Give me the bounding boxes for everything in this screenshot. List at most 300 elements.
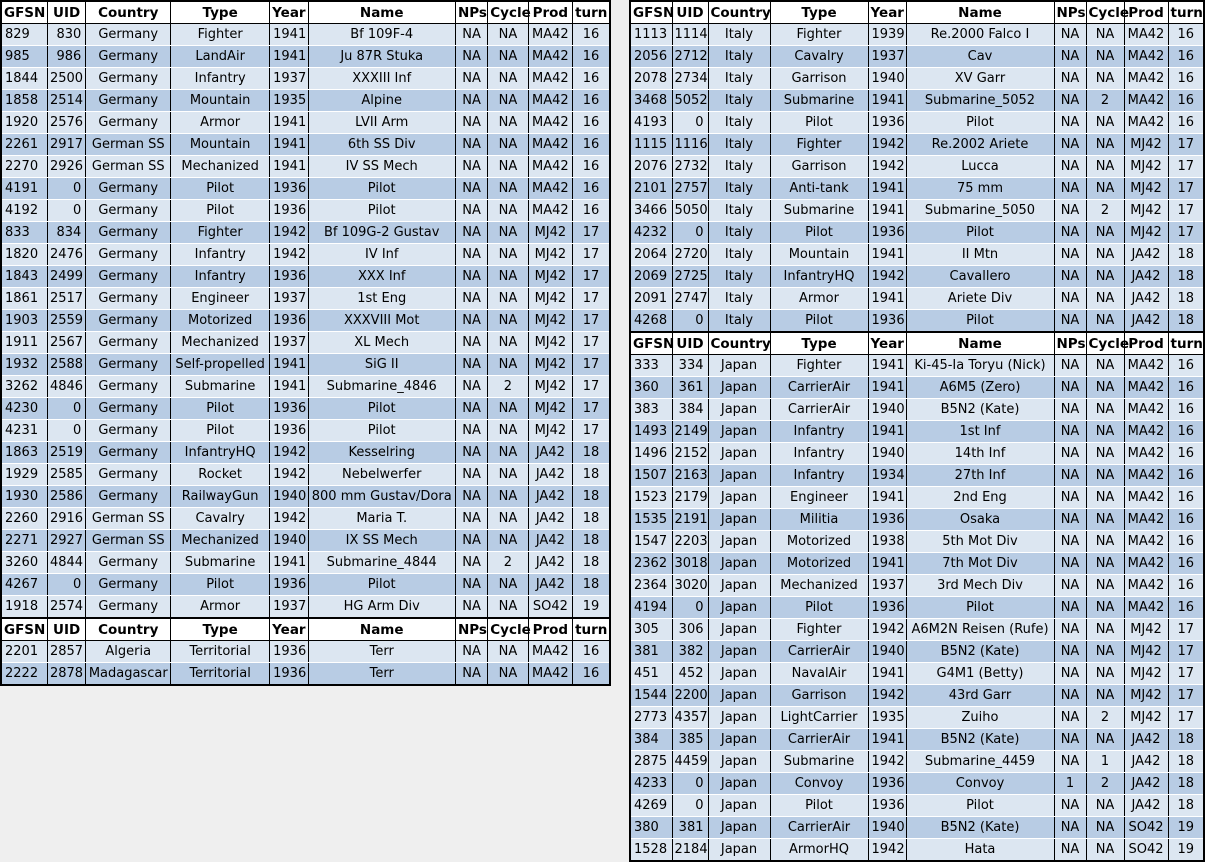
cell-gfsn: 1507	[630, 465, 672, 487]
cell-cycle: NA	[1086, 553, 1124, 575]
cell-country: Germany	[86, 552, 171, 574]
cell-nps: NA	[1054, 839, 1086, 862]
cell-nps: NA	[455, 442, 487, 464]
cell-nps: NA	[1054, 421, 1086, 443]
cell-nps: NA	[1054, 68, 1086, 90]
cell-nps: NA	[1054, 266, 1086, 288]
table-row	[630, 707, 1204, 729]
table-row	[630, 244, 1204, 266]
cell-type: Infantry	[770, 443, 868, 465]
table-row	[1, 68, 610, 90]
table-row	[1, 354, 610, 376]
cell-type: Submarine	[171, 552, 270, 574]
column-header-turn: turn	[1168, 1, 1204, 24]
cell-nps: NA	[1054, 310, 1086, 333]
japan-rows	[630, 355, 1204, 862]
cell-uid: 2712	[672, 46, 708, 68]
cell-year: 1941	[868, 178, 906, 200]
cell-prod: JA42	[528, 574, 572, 596]
cell-nps: NA	[455, 90, 487, 112]
column-header-name: Name	[308, 1, 455, 24]
table-row	[1, 442, 610, 464]
cell-country: Italy	[708, 68, 770, 90]
cell-gfsn: 1528	[630, 839, 672, 862]
table-row	[1, 112, 610, 134]
cell-country: Japan	[708, 817, 770, 839]
cell-turn: 16	[1168, 46, 1204, 68]
cell-turn: 17	[573, 398, 610, 420]
cell-gfsn: 2364	[630, 575, 672, 597]
cell-nps: NA	[1054, 222, 1086, 244]
cell-year: 1942	[868, 751, 906, 773]
cell-prod: SO42	[1124, 817, 1168, 839]
cell-type: Submarine	[171, 376, 270, 398]
cell-prod: MA42	[1124, 465, 1168, 487]
cell-uid: 381	[672, 817, 708, 839]
cell-name: Zuiho	[906, 707, 1054, 729]
table-row	[630, 773, 1204, 795]
cell-turn: 19	[1168, 817, 1204, 839]
cell-country: Japan	[708, 795, 770, 817]
cell-uid: 2191	[672, 509, 708, 531]
cell-uid: 2184	[672, 839, 708, 862]
cell-type: Mechanized	[770, 575, 868, 597]
cell-turn: 18	[1168, 751, 1204, 773]
cell-cycle: NA	[488, 310, 528, 332]
table-row	[630, 817, 1204, 839]
cell-nps: NA	[1054, 575, 1086, 597]
cell-uid: 0	[672, 112, 708, 134]
cell-type: Convoy	[770, 773, 868, 795]
cell-nps: NA	[455, 24, 487, 46]
cell-type: Garrison	[770, 685, 868, 707]
table-row	[630, 553, 1204, 575]
column-header-year: Year	[868, 332, 906, 355]
cell-country: Japan	[708, 619, 770, 641]
cell-country: Japan	[708, 443, 770, 465]
cell-cycle: NA	[488, 288, 528, 310]
cell-uid: 2747	[672, 288, 708, 310]
table-row	[630, 663, 1204, 685]
cell-type: Pilot	[770, 112, 868, 134]
cell-uid: 2200	[672, 685, 708, 707]
cell-nps: NA	[455, 156, 487, 178]
cell-gfsn: 2069	[630, 266, 672, 288]
cell-gfsn: 2056	[630, 46, 672, 68]
cell-country: Japan	[708, 685, 770, 707]
cell-uid: 834	[47, 222, 85, 244]
cell-turn: 16	[573, 178, 610, 200]
cell-prod: MA42	[528, 178, 572, 200]
cell-name: Pilot	[906, 310, 1054, 333]
cell-name: 14th Inf	[906, 443, 1054, 465]
cell-cycle: NA	[488, 530, 528, 552]
cell-prod: MJ42	[1124, 685, 1168, 707]
cell-gfsn: 1493	[630, 421, 672, 443]
cell-year: 1935	[270, 90, 308, 112]
cell-cycle: NA	[488, 574, 528, 596]
cell-name: B5N2 (Kate)	[906, 641, 1054, 663]
cell-cycle: NA	[488, 464, 528, 486]
cell-nps: NA	[455, 178, 487, 200]
cell-prod: JA42	[1124, 729, 1168, 751]
cell-nps: NA	[455, 222, 487, 244]
cell-country: Germany	[86, 596, 171, 619]
column-header-type: Type	[770, 332, 868, 355]
cell-cycle: NA	[488, 420, 528, 442]
cell-uid: 2585	[47, 464, 85, 486]
cell-cycle: NA	[488, 398, 528, 420]
cell-nps: NA	[455, 68, 487, 90]
cell-gfsn: 1929	[1, 464, 47, 486]
cell-country: Germany	[86, 222, 171, 244]
cell-nps: NA	[1054, 90, 1086, 112]
cell-uid: 4459	[672, 751, 708, 773]
cell-nps: NA	[1054, 134, 1086, 156]
cell-nps: NA	[455, 134, 487, 156]
cell-name: Pilot	[308, 420, 455, 442]
cell-name: Pilot	[906, 597, 1054, 619]
cell-year: 1942	[868, 685, 906, 707]
cell-name: Hata	[906, 839, 1054, 862]
cell-turn: 16	[1168, 399, 1204, 421]
cell-nps: NA	[1054, 24, 1086, 46]
cell-uid: 382	[672, 641, 708, 663]
cell-cycle: NA	[1086, 310, 1124, 333]
cell-name: 7th Mot Div	[906, 553, 1054, 575]
cell-uid: 2149	[672, 421, 708, 443]
column-header-country: Country	[708, 1, 770, 24]
cell-type: Submarine	[770, 200, 868, 222]
cell-turn: 16	[1168, 355, 1204, 377]
table-row	[1, 46, 610, 68]
cell-prod: MJ42	[1124, 641, 1168, 663]
cell-nps: NA	[1054, 663, 1086, 685]
cell-name: Re.2000 Falco I	[906, 24, 1054, 46]
cell-turn: 16	[1168, 421, 1204, 443]
column-header-year: Year	[868, 1, 906, 24]
cell-turn: 17	[573, 288, 610, 310]
cell-nps: NA	[1054, 200, 1086, 222]
column-header-nps: NPs	[455, 1, 487, 24]
cell-year: 1936	[868, 795, 906, 817]
cell-type: Territorial	[171, 641, 270, 663]
cell-name: Pilot	[906, 222, 1054, 244]
cell-year: 1941	[868, 377, 906, 399]
cell-uid: 2586	[47, 486, 85, 508]
cell-country: Italy	[708, 200, 770, 222]
column-header-turn: turn	[573, 618, 610, 641]
column-header-uid: UID	[672, 332, 708, 355]
table-row	[1, 486, 610, 508]
cell-uid: 3020	[672, 575, 708, 597]
cell-uid: 0	[672, 310, 708, 333]
column-header-cycle: Cycle	[488, 1, 528, 24]
cell-name: XXX Inf	[308, 266, 455, 288]
cell-type: CarrierAir	[770, 399, 868, 421]
cell-year: 1940	[868, 817, 906, 839]
cell-gfsn: 4233	[630, 773, 672, 795]
cell-country: German SS	[86, 530, 171, 552]
cell-turn: 18	[1168, 266, 1204, 288]
cell-year: 1942	[868, 134, 906, 156]
table-row	[1, 178, 610, 200]
column-header-year: Year	[270, 618, 308, 641]
cell-nps: NA	[455, 596, 487, 619]
cell-uid: 0	[672, 222, 708, 244]
column-header-cycle: Cycle	[1086, 1, 1124, 24]
cell-name: 27th Inf	[906, 465, 1054, 487]
cell-cycle: NA	[1086, 46, 1124, 68]
cell-nps: NA	[1054, 487, 1086, 509]
table-row	[1, 90, 610, 112]
cell-nps: NA	[1054, 641, 1086, 663]
table-row	[630, 310, 1204, 333]
cell-name: XL Mech	[308, 332, 455, 354]
cell-type: RailwayGun	[171, 486, 270, 508]
cell-turn: 16	[573, 68, 610, 90]
cell-cycle: NA	[1086, 817, 1124, 839]
cell-country: Germany	[86, 486, 171, 508]
cell-turn: 16	[573, 663, 610, 686]
cell-country: Madagascar	[86, 663, 171, 686]
cell-country: Japan	[708, 751, 770, 773]
cell-cycle: NA	[1086, 288, 1124, 310]
cell-year: 1942	[868, 839, 906, 862]
cell-name: B5N2 (Kate)	[906, 729, 1054, 751]
cell-type: Fighter	[770, 355, 868, 377]
column-header-country: Country	[86, 1, 171, 24]
cell-year: 1940	[868, 68, 906, 90]
cell-year: 1936	[868, 597, 906, 619]
cell-nps: NA	[455, 398, 487, 420]
cell-name: Submarine_5050	[906, 200, 1054, 222]
cell-uid: 0	[672, 795, 708, 817]
cell-type: Mechanized	[171, 332, 270, 354]
cell-uid: 1116	[672, 134, 708, 156]
cell-uid: 1114	[672, 24, 708, 46]
cell-type: Infantry	[770, 465, 868, 487]
cell-uid: 3018	[672, 553, 708, 575]
cell-country: Japan	[708, 487, 770, 509]
cell-cycle: 1	[1086, 751, 1124, 773]
column-header-uid: UID	[672, 1, 708, 24]
cell-gfsn: 3468	[630, 90, 672, 112]
cell-year: 1936	[868, 310, 906, 333]
column-header-type: Type	[171, 618, 270, 641]
cell-gfsn: 1932	[1, 354, 47, 376]
cell-uid: 0	[47, 200, 85, 222]
cell-gfsn: 4268	[630, 310, 672, 333]
cell-prod: MA42	[1124, 509, 1168, 531]
cell-uid: 306	[672, 619, 708, 641]
cell-gfsn: 2260	[1, 508, 47, 530]
cell-name: XXXVIII Mot	[308, 310, 455, 332]
cell-prod: MA42	[1124, 68, 1168, 90]
cell-country: Italy	[708, 222, 770, 244]
cell-name: Pilot	[906, 795, 1054, 817]
cell-year: 1936	[270, 641, 308, 663]
cell-name: B5N2 (Kate)	[906, 817, 1054, 839]
cell-type: Motorized	[770, 553, 868, 575]
cell-name: Ki-45-Ia Toryu (Nick)	[906, 355, 1054, 377]
cell-country: German SS	[86, 156, 171, 178]
cell-country: Japan	[708, 531, 770, 553]
table-row	[1, 24, 610, 46]
cell-year: 1936	[270, 178, 308, 200]
cell-name: 800 mm Gustav/Dora	[308, 486, 455, 508]
cell-cycle: NA	[1086, 531, 1124, 553]
cell-country: Germany	[86, 442, 171, 464]
column-header-nps: NPs	[455, 618, 487, 641]
cell-name: IV Inf	[308, 244, 455, 266]
cell-country: Japan	[708, 773, 770, 795]
cell-type: Infantry	[171, 68, 270, 90]
cell-cycle: NA	[488, 156, 528, 178]
cell-country: Germany	[86, 90, 171, 112]
cell-year: 1941	[868, 663, 906, 685]
cell-prod: MA42	[528, 134, 572, 156]
table-row	[1, 663, 610, 686]
cell-turn: 16	[573, 112, 610, 134]
cell-nps: NA	[1054, 597, 1086, 619]
cell-name: 1st Eng	[308, 288, 455, 310]
cell-year: 1935	[868, 707, 906, 729]
cell-nps: NA	[1054, 619, 1086, 641]
cell-uid: 2519	[47, 442, 85, 464]
cell-country: Germany	[86, 288, 171, 310]
cell-cycle: 2	[1086, 200, 1124, 222]
cell-turn: 16	[1168, 68, 1204, 90]
cell-year: 1941	[868, 487, 906, 509]
cell-gfsn: 2270	[1, 156, 47, 178]
cell-uid: 2476	[47, 244, 85, 266]
cell-nps: 1	[1054, 773, 1086, 795]
cell-year: 1939	[868, 24, 906, 46]
cell-cycle: NA	[1086, 377, 1124, 399]
cell-name: Bf 109G-2 Gustav	[308, 222, 455, 244]
cell-prod: JA42	[1124, 310, 1168, 333]
table-row	[630, 531, 1204, 553]
cell-gfsn: 2362	[630, 553, 672, 575]
column-header-country: Country	[708, 332, 770, 355]
cell-prod: MA42	[1124, 421, 1168, 443]
cell-year: 1940	[270, 530, 308, 552]
cell-gfsn: 1861	[1, 288, 47, 310]
cell-name: Osaka	[906, 509, 1054, 531]
cell-turn: 18	[573, 486, 610, 508]
cell-year: 1942	[270, 508, 308, 530]
column-header-turn: turn	[1168, 332, 1204, 355]
cell-nps: NA	[455, 266, 487, 288]
cell-type: Fighter	[171, 24, 270, 46]
cell-gfsn: 4193	[630, 112, 672, 134]
cell-turn: 16	[1168, 509, 1204, 531]
cell-gfsn: 1115	[630, 134, 672, 156]
cell-year: 1941	[270, 156, 308, 178]
cell-gfsn: 2064	[630, 244, 672, 266]
cell-country: Germany	[86, 574, 171, 596]
cell-cycle: 2	[1086, 90, 1124, 112]
cell-year: 1941	[270, 354, 308, 376]
cell-country: Japan	[708, 641, 770, 663]
cell-year: 1941	[868, 421, 906, 443]
cell-gfsn: 2222	[1, 663, 47, 686]
cell-uid: 2588	[47, 354, 85, 376]
cell-uid: 2500	[47, 68, 85, 90]
cell-type: InfantryHQ	[770, 266, 868, 288]
table-row	[630, 24, 1204, 46]
cell-cycle: NA	[488, 244, 528, 266]
cell-type: Motorized	[171, 310, 270, 332]
cell-name: 75 mm	[906, 178, 1054, 200]
cell-name: Submarine_4846	[308, 376, 455, 398]
table-row	[630, 178, 1204, 200]
cell-year: 1940	[868, 641, 906, 663]
cell-cycle: NA	[1086, 112, 1124, 134]
cell-nps: NA	[455, 663, 487, 686]
cell-gfsn: 383	[630, 399, 672, 421]
cell-name: Pilot	[308, 398, 455, 420]
cell-nps: NA	[455, 244, 487, 266]
cell-nps: NA	[1054, 817, 1086, 839]
cell-name: SiG II	[308, 354, 455, 376]
cell-uid: 452	[672, 663, 708, 685]
cell-country: Germany	[86, 200, 171, 222]
cell-prod: MA42	[1124, 46, 1168, 68]
cell-cycle: NA	[488, 46, 528, 68]
cell-country: Japan	[708, 553, 770, 575]
cell-cycle: NA	[488, 663, 528, 686]
cell-cycle: 2	[1086, 773, 1124, 795]
cell-cycle: NA	[488, 24, 528, 46]
table-row	[630, 575, 1204, 597]
cell-prod: MA42	[1124, 90, 1168, 112]
cell-uid: 2917	[47, 134, 85, 156]
cell-year: 1936	[868, 509, 906, 531]
cell-name: Bf 109F-4	[308, 24, 455, 46]
cell-nps: NA	[455, 530, 487, 552]
cell-prod: MA42	[528, 68, 572, 90]
italy-rows	[630, 24, 1204, 333]
table-row	[1, 134, 610, 156]
cell-country: Italy	[708, 156, 770, 178]
cell-name: 1st Inf	[906, 421, 1054, 443]
cell-nps: NA	[455, 332, 487, 354]
cell-type: Fighter	[770, 24, 868, 46]
cell-prod: MJ42	[528, 420, 572, 442]
cell-type: NavalAir	[770, 663, 868, 685]
cell-year: 1941	[868, 90, 906, 112]
cell-country: Germany	[86, 354, 171, 376]
cell-year: 1940	[868, 399, 906, 421]
cell-year: 1942	[270, 442, 308, 464]
cell-prod: MA42	[528, 200, 572, 222]
cell-uid: 0	[47, 398, 85, 420]
cell-prod: JA42	[528, 486, 572, 508]
cell-uid: 2720	[672, 244, 708, 266]
cell-type: Engineer	[770, 487, 868, 509]
cell-prod: JA42	[1124, 266, 1168, 288]
cell-uid: 2878	[47, 663, 85, 686]
cell-year: 1936	[270, 574, 308, 596]
cell-name: G4M1 (Betty)	[906, 663, 1054, 685]
cell-gfsn: 2271	[1, 530, 47, 552]
cell-country: Japan	[708, 575, 770, 597]
cell-prod: MA42	[1124, 355, 1168, 377]
cell-year: 1942	[270, 222, 308, 244]
cell-cycle: NA	[1086, 619, 1124, 641]
